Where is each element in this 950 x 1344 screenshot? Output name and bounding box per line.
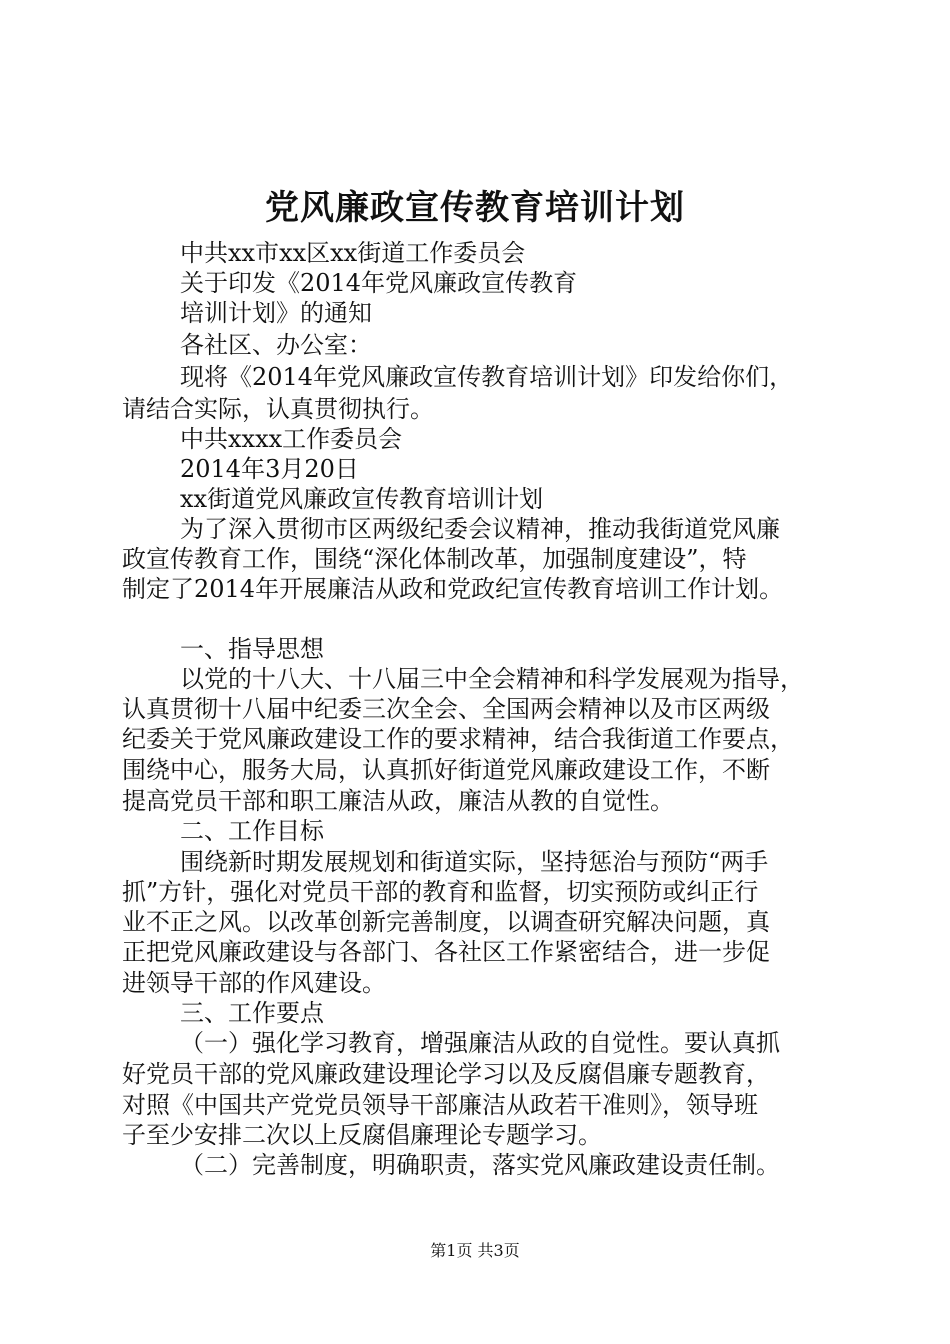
- body-line: 正把党风廉政建设与各部门、各社区工作紧密结合，进一步促: [122, 938, 770, 966]
- body-line: 为了深入贯彻市区两级纪委会议精神，推动我街道党风廉: [180, 515, 780, 543]
- page-footer: 第1页 共3页: [430, 1241, 520, 1260]
- document-title: 党风廉政宣传教育培训计划: [265, 188, 685, 228]
- body-line: 2014年3月20日: [180, 455, 359, 483]
- section-heading: 二、工作目标: [180, 817, 324, 845]
- body-line: 中共xx市xx区xx街道工作委员会: [180, 239, 526, 267]
- body-line: 以党的十八大、十八届三中全会精神和科学发展观为指导，: [180, 665, 804, 693]
- body-line: 围绕中心，服务大局，认真抓好街道党风廉政建设工作，不断: [122, 756, 770, 784]
- body-line: （二）完善制度，明确职责，落实党风廉政建设责任制。: [180, 1151, 780, 1179]
- body-line: 现将《2014年党风廉政宣传教育培训计划》印发给你们，: [180, 363, 794, 391]
- body-line: 关于印发《2014年党风廉政宣传教育: [180, 269, 578, 297]
- body-line: 纪委关于党风廉政建设工作的要求精神，结合我街道工作要点，: [122, 725, 794, 753]
- section-heading: 三、工作要点: [180, 999, 324, 1027]
- body-line: 制定了2014年开展廉洁从政和党政纪宣传教育培训工作计划。: [122, 575, 784, 603]
- body-line: 政宣传教育工作，围绕“深化体制改革，加强制度建设”，特: [122, 545, 747, 573]
- body-line: 中共xxxx工作委员会: [180, 425, 403, 453]
- body-line: 子至少安排二次以上反腐倡廉理论专题学习。: [122, 1121, 602, 1149]
- body-line: （一）强化学习教育，增强廉洁从政的自觉性。要认真抓: [180, 1029, 780, 1057]
- body-line: 围绕新时期发展规划和街道实际，坚持惩治与预防“两手: [180, 848, 769, 876]
- body-line: 业不正之风。以改革创新完善制度，以调查研究解决问题，真: [122, 908, 770, 936]
- body-line: 培训计划》的通知: [180, 299, 372, 327]
- section-heading: 一、指导思想: [180, 635, 324, 663]
- body-line: 提高党员干部和职工廉洁从政，廉洁从教的自觉性。: [122, 787, 674, 815]
- body-line: xx街道党风廉政宣传教育培训计划: [180, 485, 544, 513]
- body-line: 进领导干部的作风建设。: [122, 969, 386, 997]
- body-line: 认真贯彻十八届中纪委三次全会、全国两会精神以及市区两级: [122, 695, 770, 723]
- body-line: 抓”方针，强化对党员干部的教育和监督，切实预防或纠正行: [122, 878, 759, 906]
- body-line: 各社区、办公室：: [180, 331, 372, 359]
- body-line: 好党员干部的党风廉政建设理论学习以及反腐倡廉专题教育，: [122, 1060, 770, 1088]
- body-line: 请结合实际，认真贯彻执行。: [122, 395, 434, 423]
- body-line: 对照《中国共产党党员领导干部廉洁从政若干准则》，领导班: [122, 1091, 758, 1119]
